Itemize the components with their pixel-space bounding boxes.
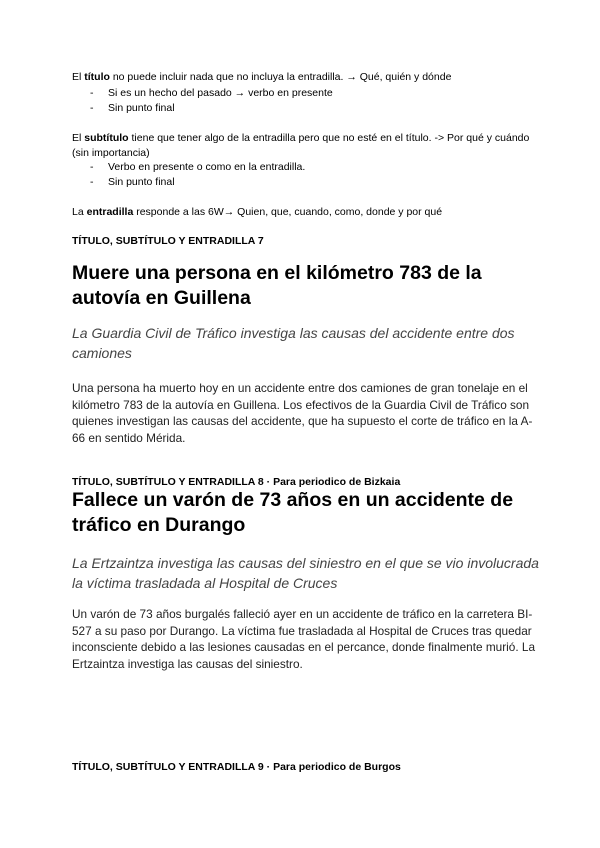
- subtitle: La Guardia Civil de Tráfico investiga las causas del accidente entre dos camiones: [72, 325, 515, 361]
- bullet-dash: -: [90, 102, 94, 114]
- subtitle: La Ertzaintza investiga las causas del siniestro en el que se vio involucrada la víctima trasladada al Hospital de Cruces: [72, 555, 539, 591]
- rule-entradilla-pre: La: [72, 206, 87, 218]
- rule-subtitulo-bullet-1: [90, 160, 305, 175]
- headline: Muere una persona en el kilómetro 783 de la autovía en Guillena: [72, 262, 482, 309]
- rule-entradilla-post: responde a las 6W→ Quien, que, cuando, como, donde y por qué: [133, 206, 443, 218]
- bullet-text: Si es un hecho del pasado → verbo en presente: [108, 87, 333, 99]
- rule-titulo-keyword: título: [84, 71, 110, 83]
- rule-entradilla-keyword: entradilla: [86, 206, 134, 218]
- rule-titulo-bullet-2: [90, 101, 175, 116]
- section-label-note: · Para periodico de Burgos: [263, 761, 401, 773]
- bullet-dash: -: [90, 87, 94, 99]
- rule-titulo-bullet-1: [90, 86, 333, 101]
- rule-titulo: [72, 70, 532, 85]
- rule-subtitulo-keyword: subtítulo: [84, 132, 129, 144]
- section-label-note: · Para periodico de Bizkaia: [263, 476, 401, 488]
- rule-subtitulo-post: tiene que tener algo de la entradilla pero que no esté en el título. -> Por qué y cuándo (sin importancia): [72, 132, 530, 159]
- headline: Fallece un varón de 73 años en un accidente de tráfico en Durango: [72, 489, 514, 536]
- rule-titulo-pre: El: [72, 71, 85, 83]
- entradilla-text: Una persona ha muerto hoy en un accidente entre dos camiones de gran tonelaje en el kilómetro 783 de la autovía en Guillena. Los efectivos de la Guardia Civil de Tráfico son quienes investigan las causas del accidente, que ha supuesto el corte de tráfico en la A-66 en sentido Mérida.: [72, 381, 533, 445]
- rule-entradilla: [72, 205, 532, 220]
- bullet-dash: -: [90, 161, 94, 173]
- rule-subtitulo: [72, 131, 532, 161]
- bullet-text: Sin punto final: [108, 176, 175, 188]
- section-label-text: TÍTULO, SUBTÍTULO Y ENTRADILLA 8: [72, 476, 264, 488]
- rule-titulo-post: no puede incluir nada que no incluya la entradilla. → Qué, quién y dónde: [109, 71, 452, 83]
- rule-subtitulo-bullet-2: [90, 175, 175, 190]
- section-label: [72, 476, 400, 488]
- bullet-text: Verbo en presente o como en la entradilla.: [108, 161, 306, 173]
- bullet-dash: -: [90, 176, 94, 188]
- section-label: [72, 235, 264, 247]
- rule-subtitulo-pre: El: [72, 132, 85, 144]
- entradilla-text: Un varón de 73 años burgalés falleció ayer en un accidente de tráfico en la carretera BI-527 a su paso por Durango. La víctima fue trasladada al Hospital de Cruces tras quedar inconsciente debido a las lesiones causadas en el percance, donde finalmente murió. La Ertzaintza investiga las causas del siniestro.: [72, 607, 535, 671]
- section-label-text: TÍTULO, SUBTÍTULO Y ENTRADILLA 7: [72, 235, 264, 247]
- bullet-text: Sin punto final: [108, 102, 175, 114]
- section-label: [72, 761, 401, 773]
- section-label-text: TÍTULO, SUBTÍTULO Y ENTRADILLA 9: [72, 761, 264, 773]
